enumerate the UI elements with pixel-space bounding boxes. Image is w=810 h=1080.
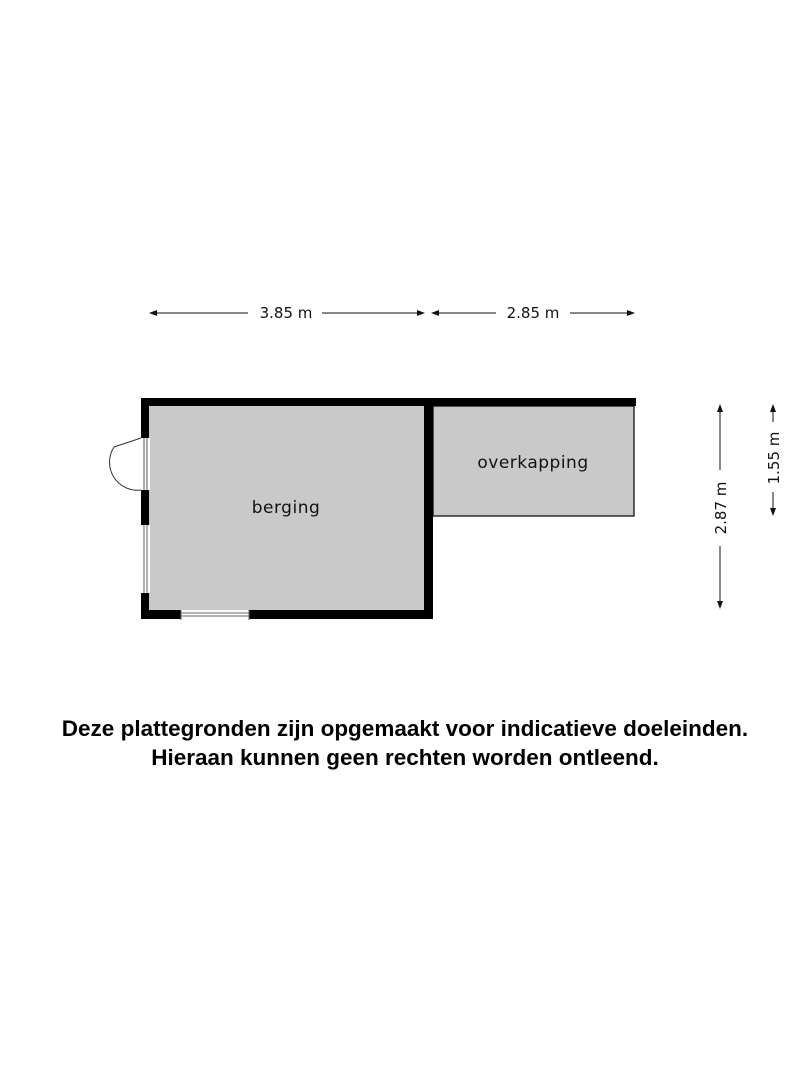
room-label-overkapping: overkapping: [477, 453, 589, 473]
room-label-berging: berging: [251, 498, 321, 518]
dimension-label-top-left: 3.85 m: [259, 304, 313, 322]
door-opening: [140, 438, 150, 490]
dimension-top-right: [432, 304, 634, 322]
dimension-label-top-right: 2.85 m: [506, 304, 560, 322]
dimension-top-left: [150, 304, 424, 322]
door-swing: [110, 438, 141, 490]
left-window: [140, 525, 150, 593]
dimension-right-partial: [765, 405, 783, 515]
overkapping-top-wall: [424, 398, 636, 406]
dimension-right-total: [712, 405, 730, 608]
dimension-label-right-partial: 1.55 m: [765, 431, 783, 485]
dimension-label-right-total: 2.87 m: [712, 481, 730, 535]
bottom-window: [181, 610, 249, 620]
disclaimer-line-1: Deze plattegronden zijn opgemaakt voor indicatieve doeleinden.: [61, 716, 749, 741]
disclaimer-line-2: Hieraan kunnen geen rechten worden ontleend.: [151, 745, 659, 770]
disclaimer: [0, 714, 810, 772]
